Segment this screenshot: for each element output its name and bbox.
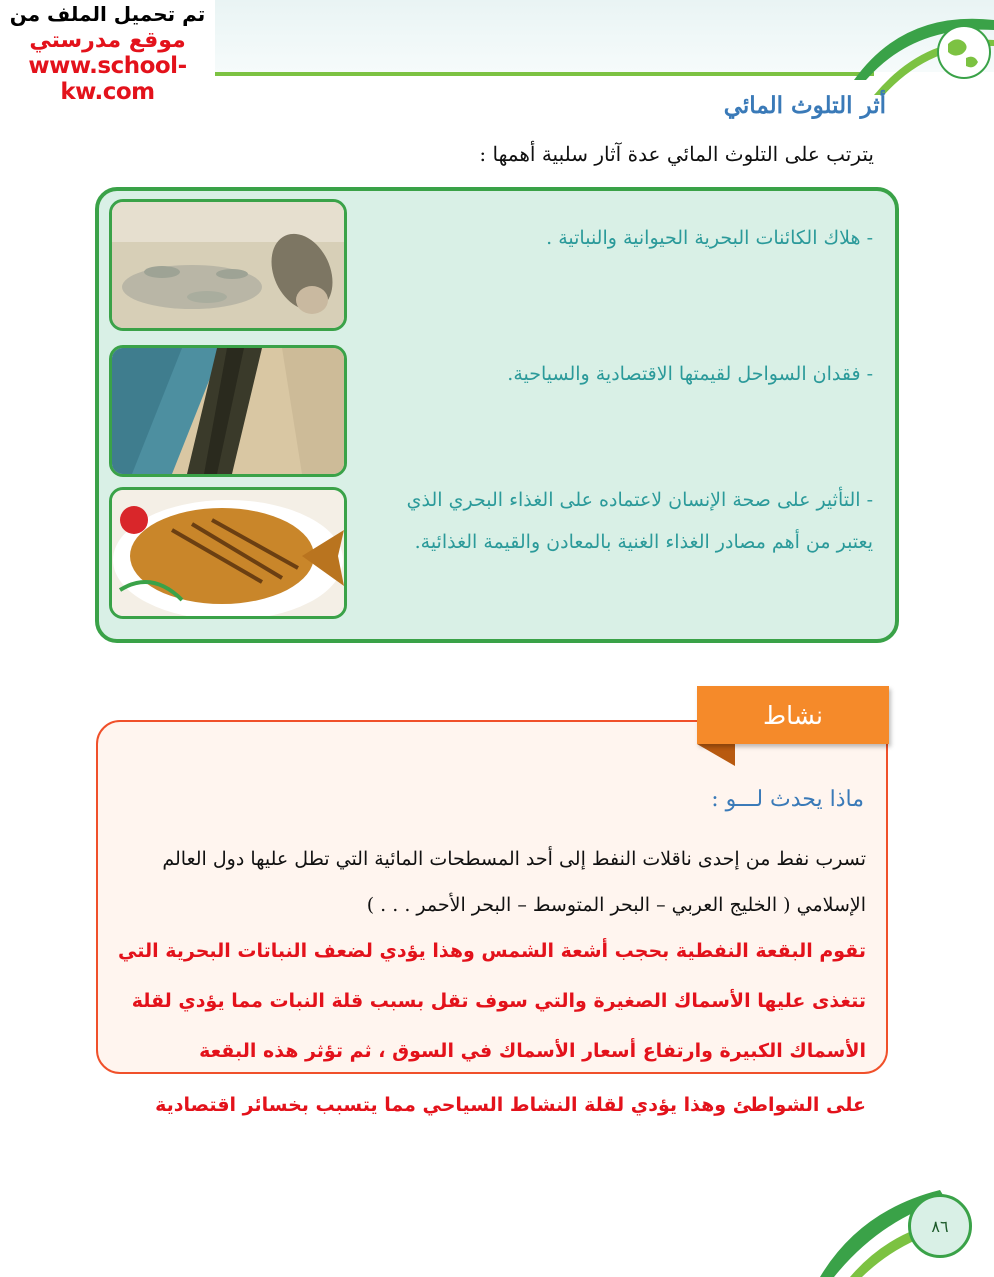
effect-item-human-health: - التأثير على صحة الإنسان لاعتماده على الغذاء البحري الذي يعتبر من أهم مصادر الغذاء الغنية بالمعادن والقيمة الغذائية. (406, 489, 873, 553)
activity-tab: نشاط (697, 686, 889, 744)
watermark-url[interactable]: www.school-kw.com (28, 53, 187, 105)
page-number: ٨٦ (908, 1194, 972, 1258)
activity-question: ماذا يحدث لـــو : (711, 787, 864, 812)
globe-icon (844, 0, 994, 100)
effects-panel (95, 187, 899, 643)
activity-tab-fold (697, 744, 735, 766)
watermark-site-name: موقع مدرستي (29, 28, 186, 53)
oil-coast-photo (109, 345, 347, 477)
section-intro: يترتب على التلوث المائي عدة آثار سلبية أهمها : (479, 142, 874, 166)
header-divider (215, 72, 874, 76)
site-watermark (0, 0, 215, 105)
grilled-fish-photo (109, 487, 347, 619)
dead-fish-photo (109, 199, 347, 331)
activity-answer: تقوم البقعة النفطية بحجب أشعة الشمس وهذا يؤدي لضعف النباتات البحرية التي تتغذى عليها الأسماك الصغيرة والتي سوف تقل بسبب قلة النبات مما يؤدي لقلة الأسماك الكبيرة وارتفاع أسعار الأسماك في السوق ، ثم تؤثر هذه البقعة (118, 940, 866, 1062)
effect-item-coast-value: - فقدان السواحل لقيمتها الاقتصادية والسياحية. (507, 363, 873, 385)
watermark-caption: تم تحميل الملف من (9, 2, 206, 26)
effect-item-marine-death: - هلاك الكائنات البحرية الحيوانية والنباتية . (546, 227, 873, 249)
activity-answer-continued: على الشواطئ وهذا يؤدي لقلة النشاط السياحي مما يتسبب بخسائر اقتصادية (155, 1094, 866, 1116)
section-title: أثر التلوث المائي (723, 92, 886, 119)
activity-scenario: تسرب نفط من إحدى ناقلات النفط إلى أحد المسطحات المائية التي تطل عليها دول العالم الإسلامي ( الخليج العربي – البحر المتوسط – البحر الأحمر . . . ) (162, 848, 866, 916)
